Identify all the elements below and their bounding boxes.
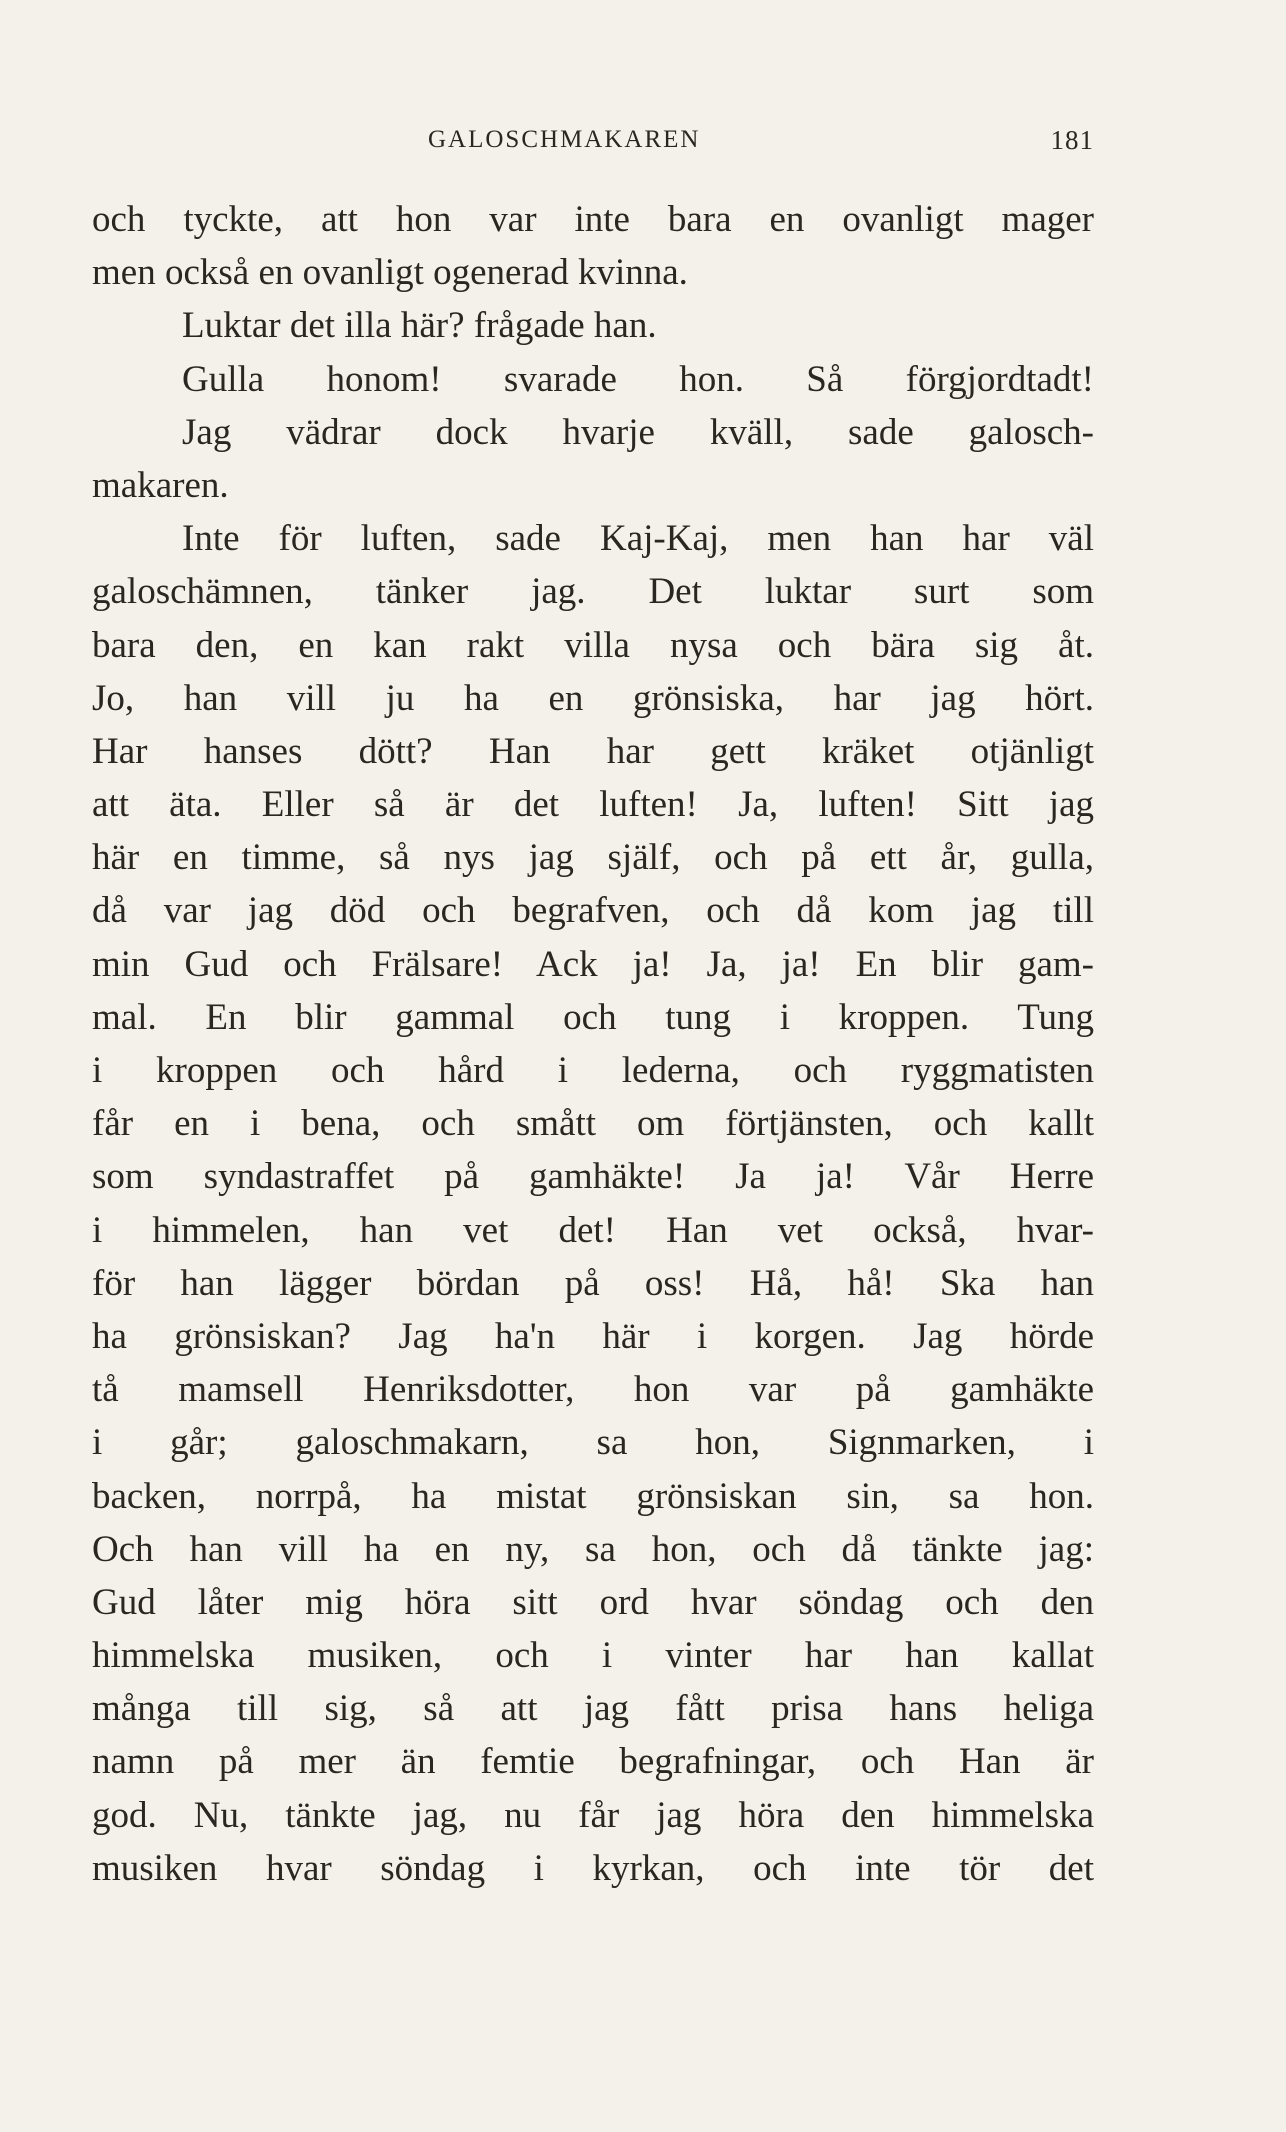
text-line: Inte för luften, sade Kaj-Kaj, men han har väl <box>182 518 1094 560</box>
running-head <box>92 122 1094 158</box>
text-line: Gulla honom! svarade hon. Så förgjordtadt! <box>182 358 1094 400</box>
text-line: i går; galoschmakarn, sa hon, Signmarken, i <box>92 1422 1094 1464</box>
body-text <box>92 193 1094 1895</box>
text-line: Gud låter mig höra sitt ord hvar söndag och den <box>92 1581 1094 1623</box>
text-line: galoschämnen, tänker jag. Det luktar surt som <box>92 571 1094 613</box>
page-number: 181 <box>1050 125 1094 155</box>
text-line: i kroppen och hård i lederna, och ryggmatisten <box>92 1050 1094 1091</box>
text-line: ha grönsiskan? Jag ha'n här i korgen. Jag hörde <box>92 1315 1094 1357</box>
text-line: musiken hvar söndag i kyrkan, och inte tör det <box>92 1847 1094 1889</box>
text-line: som syndastraffet på gamhäkte! Ja ja! Vår Herre <box>92 1156 1094 1198</box>
text-line: mal. En blir gammal och tung i kroppen. Tung <box>92 996 1094 1038</box>
text-line: tå mamsell Henriksdotter, hon var på gamhäkte <box>92 1369 1094 1411</box>
text-line: här en timme, så nys jag själf, och på ett år, gulla, <box>92 837 1094 879</box>
text-line: backen, norrpå, ha mistat grönsiskan sin, sa hon. <box>92 1475 1094 1517</box>
text-line: god. Nu, tänkte jag, nu får jag höra den himmelska <box>92 1794 1094 1836</box>
text-line: Har hanses dött? Han har gett kräket otjänligt <box>92 730 1094 772</box>
text-line: och tyckte, att hon var inte bara en ovanligt mager <box>92 199 1094 240</box>
text-line: bara den, en kan rakt villa nysa och bära sig åt. <box>92 624 1094 666</box>
text-line: Jo, han vill ju ha en grönsiska, har jag hört. <box>92 677 1094 719</box>
text-line: i himmelen, han vet det! Han vet också, hvar- <box>92 1209 1094 1251</box>
text-line: makaren. <box>92 464 229 506</box>
text-line: himmelska musiken, och i vinter har han kallat <box>92 1635 1094 1677</box>
text-line: får en i bena, och smått om förtjänsten, och kallt <box>92 1103 1094 1145</box>
running-title: GALOSCHMAKAREN <box>428 126 701 153</box>
text-line: Luktar det illa här? frågade han. <box>182 305 657 347</box>
text-line: Och han vill ha en ny, sa hon, och då tänkte jag: <box>92 1528 1094 1570</box>
text-line: min Gud och Frälsare! Ack ja! Ja, ja! En blir gam- <box>92 943 1094 985</box>
text-line: för han lägger bördan på oss! Hå, hå! Ska han <box>92 1262 1094 1304</box>
text-line: men också en ovanligt ogenerad kvinna. <box>92 252 688 294</box>
text-line: Jag vädrar dock hvarje kväll, sade galosch- <box>182 411 1094 453</box>
text-line: då var jag död och begrafven, och då kom jag till <box>92 890 1094 932</box>
text-line: namn på mer än femtie begrafningar, och Han är <box>92 1741 1094 1783</box>
text-line: att äta. Eller så är det luften! Ja, luften! Sitt jag <box>92 784 1094 826</box>
text-line: många till sig, så att jag fått prisa hans heliga <box>92 1688 1094 1730</box>
